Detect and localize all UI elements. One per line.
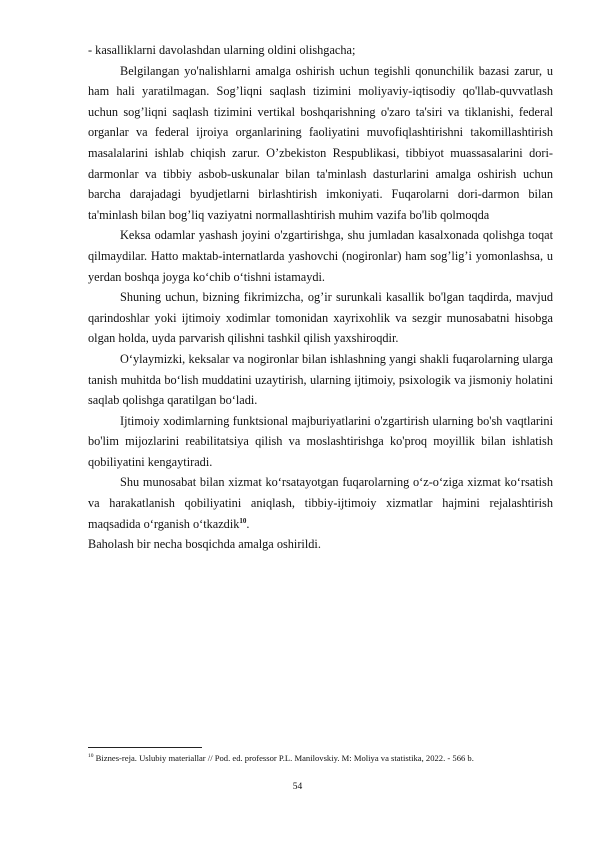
paragraph-3: Keksa odamlar yashash joyini o'zgartirishga, shu jumladan kasalxonada qolishga toqat qilmaydilar. Hatto maktab-internatlarda yashovchi (nogironlar) ham sog’lig’i yomonlashsa, u yerdan boshqa joyga ko‘chib o‘tishni istamaydi.	[88, 228, 553, 284]
footnote-separator	[88, 747, 202, 748]
paragraph-7	[88, 472, 553, 534]
footnote-number: 10	[88, 753, 94, 760]
footnote-reference[interactable]: 10	[239, 516, 247, 525]
paragraph-1: - kasalliklarni davolashdan ularning oldini olishgacha;	[88, 43, 356, 57]
paragraph-6: Ijtimoiy xodimlarning funktsional majburiyatlarini o'zgartirish ularning bo'sh vaqtlarini bo'lim mijozlarini reabilitatsiya qilish va moslashtirishga ko'proq moyillik bilan ishlatish qobiliyatini kengaytiradi.	[88, 413, 553, 469]
paragraph-2: Belgilangan yo'nalishlarni amalga oshirish uchun tegishli qonunchilik bazasi zarur, u ham hali yaratilmagan. Sog’liqni saqlash tizimini moliyaviy-iqtisodiy qo'llab-quvvatlash uchun sog’liqni saqlash tizimini vertikal boshqarishning o'zaro ta'siri va tiklanishi, federal organlar va federal ijroiya organlarining faoliyatini muvofiqlashtirishni takomillashtirish masalalarini ishlab chiqish zarur. O’zbekiston Respublikasi, tibbiyot muassasalarini dori-darmonlar va tibbiy asbob-uskunalar bilan ta'minlash dasturlarini amalga oshirish uchun barcha darajadagi byudjetlarni birlashtirish imkoniyati. Fuqarolarni dori-darmon bilan ta'minlash bilan bog’liq vaziyatni normallashtirish muhim vazifa bo'lib qolmoqda	[88, 63, 553, 222]
footnote	[88, 752, 555, 764]
paragraph-7-text: Shu munosabat bilan xizmat ko‘rsatayotgan fuqarolarning o‘z-o‘ziga xizmat ko‘rsatish va harakatlanish qobiliyatini aniqlash, tibbiy-ijtimoiy xizmatlar hajmini rejalashtirish maqsadida o‘rganish o‘tkazdik	[88, 475, 553, 531]
page-number: 54	[292, 782, 303, 792]
body-text	[88, 40, 553, 555]
paragraph-4: Shuning uchun, bizning fikrimizcha, og’ir surunkali kasallik bo'lgan taqdirda, mavjud qarindoshlar yoki ijtimoiy xodimlar tomonidan xayrixohlik va sezgir munosabatni hisobga olgan holda, uyda parvarish qilishni tashkil qilish yaxshiroqdir.	[88, 290, 553, 346]
paragraph-7-end: .	[246, 516, 250, 531]
paragraph-5: O‘ylaymizki, keksalar va nogironlar bilan ishlashning yangi shakli fuqarolarning ularga tanish muhitda bo‘lish muddatini uzaytirish, ularning ijtimoiy, psixologik va jismoniy holatini saqlab qolishga qaratilgan bo‘ladi.	[88, 351, 553, 408]
closing-line: Baholash bir necha bosqichda amalga oshirildi.	[88, 537, 321, 552]
footnote-text: Biznes-reja. Uslubiy materiallar // Pod. ed. professor P.L. Manilovskiy. M: Moliya va statistika, 2022. - 566 b.	[93, 753, 474, 763]
